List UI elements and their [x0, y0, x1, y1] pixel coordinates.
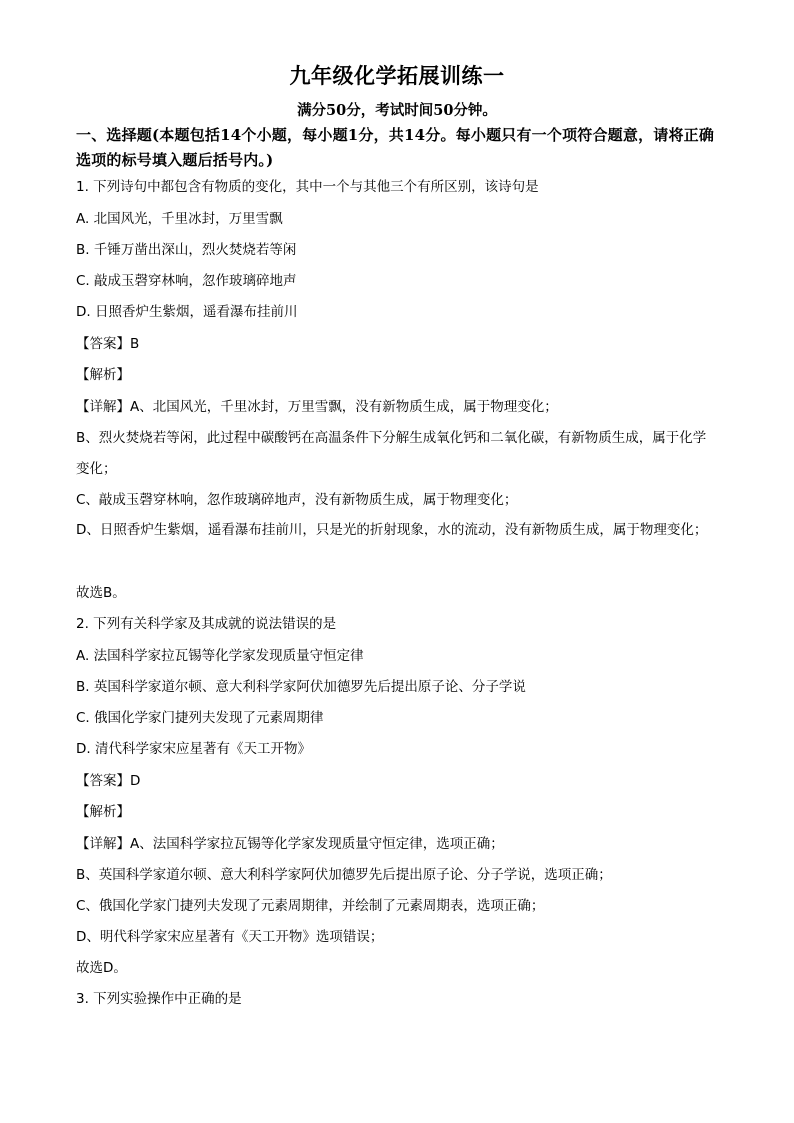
question-2-conclusion: 故选D。: [76, 960, 127, 976]
question-2-option-b: B. 英国科学家道尔顿、意大利科学家阿伏加德罗先后提出原子论、分子学说: [76, 679, 526, 695]
question-1-detail-b: B、烈火焚烧若等闲，此过程中碳酸钙在高温条件下分解生成氧化钙和二氧化碳，有新物质生成，属于化学变化；: [76, 430, 707, 477]
question-1-analysis-label: 【解析】: [76, 367, 130, 383]
question-1-option-a: A. 北国风光，千里冰封，万里雪飘: [76, 211, 283, 227]
question-2-analysis-label: 【解析】: [76, 804, 130, 820]
question-2-answer: 【答案】D: [76, 773, 141, 789]
question-1-detail-c: C、敲成玉磬穿林响，忽作玻璃碎地声，没有新物质生成，属于物理变化；: [76, 492, 518, 508]
question-1-detail-a: 【详解】A、北国风光，千里冰封，万里雪飘，没有新物质生成，属于物理变化；: [76, 399, 558, 415]
question-2-option-a: A. 法国科学家拉瓦锡等化学家发现质量守恒定律: [76, 648, 364, 664]
question-1-option-c: C. 敲成玉磬穿林响，忽作玻璃碎地声: [76, 273, 297, 289]
question-2-detail-a: 【详解】A、法国科学家拉瓦锡等化学家发现质量守恒定律，选项正确；: [76, 836, 504, 852]
question-1-detail-d: D、日照香炉生紫烟，遥看瀑布挂前川，只是光的折射现象，水的流动，没有新物质生成，属于物理变化；: [76, 522, 708, 538]
question-2-detail-d: D、明代科学家宋应星著有《天工开物》选项错误；: [76, 929, 384, 945]
question-3-stem: 3. 下列实验操作中正确的是: [76, 991, 242, 1007]
question-2-stem: 2. 下列有关科学家及其成就的说法错误的是: [76, 616, 337, 632]
question-2-option-c: C. 俄国化学家门捷列夫发现了元素周期律: [76, 710, 324, 726]
page-title: 九年级化学拓展训练一: [289, 63, 505, 88]
question-2-detail-c: C、俄国化学家门捷列夫发现了元素周期律，并绘制了元素周期表，选项正确；: [76, 898, 545, 914]
question-2-option-d: D. 清代科学家宋应星著有《天工开物》: [76, 741, 311, 757]
page-subtitle: 满分50分，考试时间50分钟。: [297, 102, 497, 119]
question-1-option-b: B. 千锤万凿出深山，烈火焚烧若等闲: [76, 242, 297, 258]
question-1-option-d: D. 日照香炉生紫烟，遥看瀑布挂前川: [76, 304, 298, 320]
question-1-stem: 1. 下列诗句中都包含有物质的变化，其中一个与其他三个有所区别，该诗句是: [76, 179, 539, 195]
question-2-detail-b: B、英国科学家道尔顿、意大利科学家阿伏加德罗先后提出原子论、分子学说，选项正确；: [76, 867, 612, 883]
question-1-conclusion: 故选B。: [76, 585, 126, 601]
question-1-answer: 【答案】B: [76, 336, 140, 352]
section-heading: 一、选择题(本题包括14个小题，每小题1分，共14分。每小题只有一个项符合题意，请将正确选项的标号填入题后括号内。): [76, 126, 715, 169]
